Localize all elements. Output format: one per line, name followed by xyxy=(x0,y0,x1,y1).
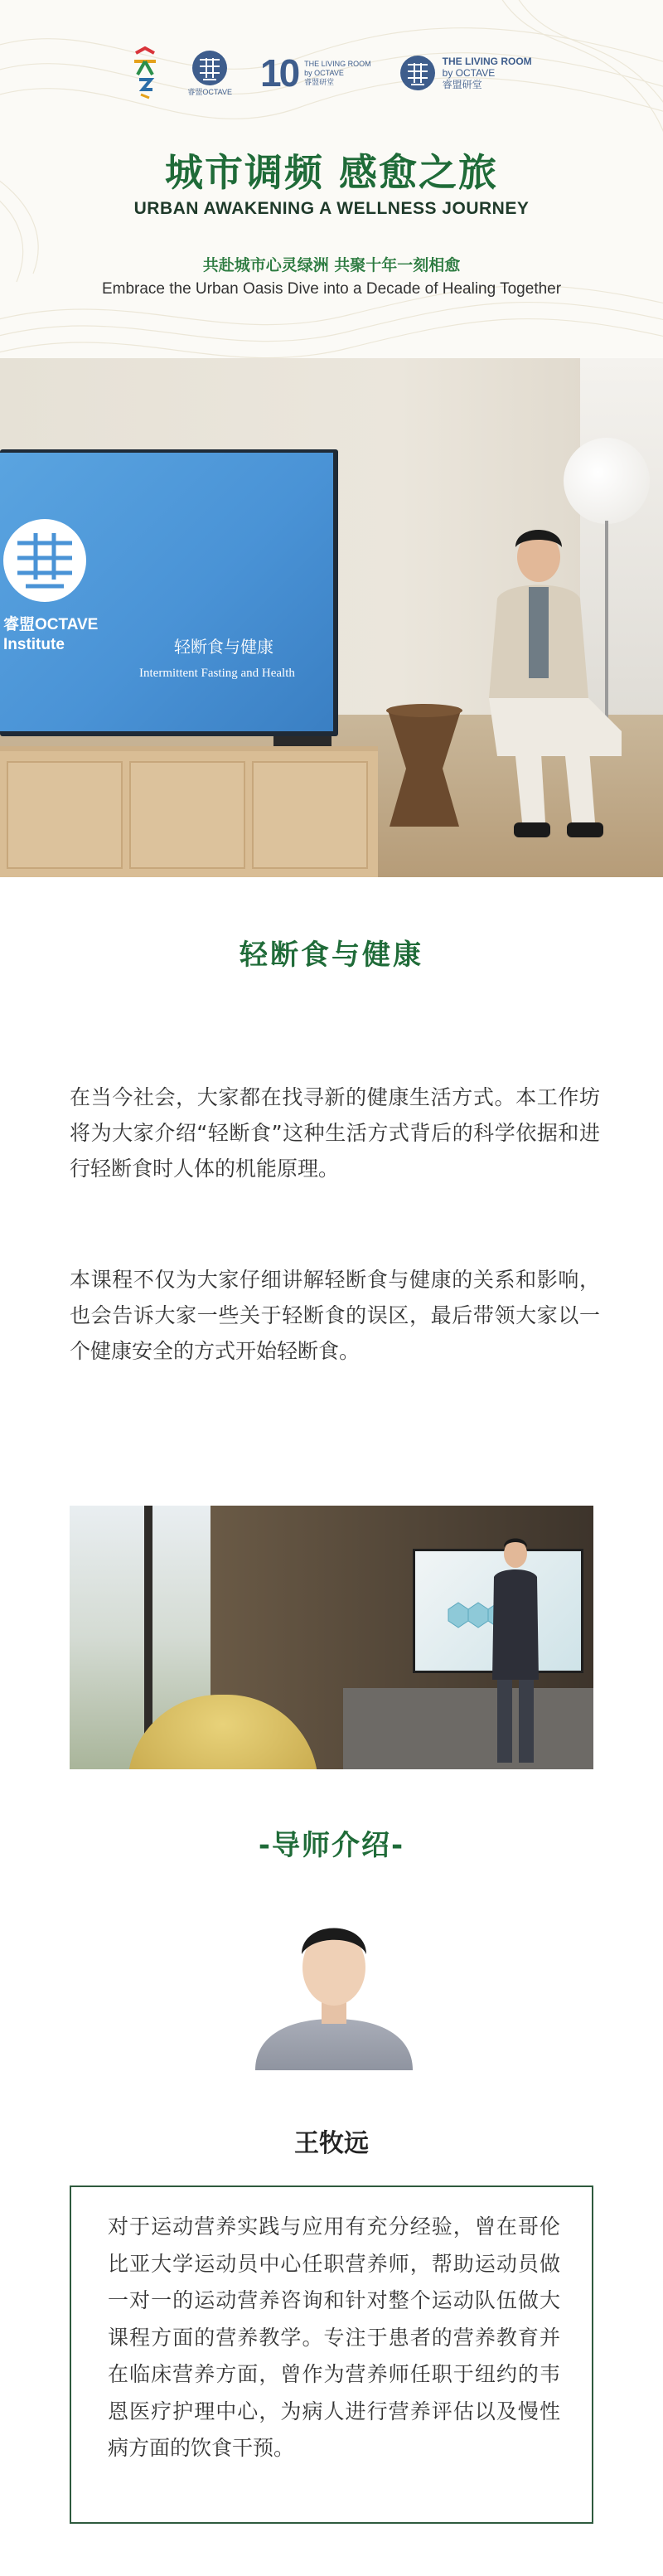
side-table xyxy=(383,702,466,832)
event-title-cn: 城市调频 感愈之旅 xyxy=(164,150,498,195)
tv-screen xyxy=(0,453,333,731)
octave-screen-logo-icon xyxy=(12,528,77,593)
event-title-en: URBAN AWAKENING A WELLNESS JOURNEY xyxy=(133,199,530,218)
mentor-portrait xyxy=(255,1903,413,2070)
octave-screen-logo xyxy=(3,519,86,602)
logo-row xyxy=(0,46,663,99)
workshop-photo-speaker xyxy=(0,358,663,877)
cabinet-door xyxy=(7,761,123,869)
desk xyxy=(343,1688,593,1769)
screen-title-cn: 轻断食与健康 xyxy=(174,637,273,657)
speaker-figure xyxy=(464,507,646,856)
octave-logo xyxy=(187,50,232,97)
wood-cabinet xyxy=(0,746,378,877)
living-room-logo xyxy=(399,55,532,91)
anniversary-10-mark: 10 xyxy=(259,51,298,95)
workshop-title: 轻断食与健康 xyxy=(240,939,423,972)
living-room-logo-line2: by OCTAVE xyxy=(442,67,496,79)
cabinet-door xyxy=(129,761,245,869)
anniversary-10-logo xyxy=(260,51,371,95)
event-subtitle-en: Embrace the Urban Oasis Dive into a Decade of Healing Together xyxy=(101,280,562,298)
screen-brand xyxy=(3,615,98,655)
screen-brand-line2: Institute xyxy=(3,636,65,653)
screen-title-en: Intermittent Fasting and Health xyxy=(139,667,295,680)
mentor-name: 王牧远 xyxy=(294,2129,369,2158)
header-banner xyxy=(0,0,663,358)
living-room-logo-line3: 睿盟研堂 xyxy=(442,79,482,90)
workshop-paragraph-2: 本课程不仅为大家仔细讲解轻断食与健康的关系和影响，也会告诉大家一些关于轻断食的误区，最后带领大家以一个健康安全的方式开始轻断食。 xyxy=(70,1268,600,1363)
anniversary-logo-line1: THE LIVING ROOM xyxy=(304,59,371,68)
mentor-bio: 对于运动营养实践与应用有充分经验，曾在哥伦比亚大学运动员中心任职营养师，帮助运动员做一对一的运动营养咨询和针对整个运动队伍做大课程方面的营养教学。专注于患者的营养教育并在临床营养方面，曾作为营养师任职于纽约的韦恩医疗护理中心，为病人进行营养评估以及慢性病方面的饮食干预。 xyxy=(108,2215,560,2460)
mentor-bio-box xyxy=(70,2185,593,2524)
living-room-mark-icon xyxy=(399,55,436,91)
anniversary-logo-line3: 睿盟研堂 xyxy=(304,77,335,86)
octave-mark-icon xyxy=(191,50,228,86)
octave-logo-text: 睿盟OCTAVE xyxy=(187,87,232,96)
event-emblem-logo xyxy=(131,46,159,99)
screen-brand-line1: 睿盟OCTAVE xyxy=(3,616,99,633)
tv-display xyxy=(0,449,338,736)
event-subtitle-cn: 共赴城市心灵绿洲 共聚十年一刻相愈 xyxy=(202,256,461,274)
presenter-figure xyxy=(484,1531,550,1769)
workshop-paragraph-1: 在当今社会，大家都在找寻新的健康生活方式。本工作坊将为大家介绍“轻断食”这种生活方式背后的科学依据和进行轻断食时人体的机能原理。 xyxy=(70,1085,600,1181)
event-emblem-icon xyxy=(131,46,159,99)
living-room-logo-line1: THE LIVING ROOM xyxy=(442,56,532,67)
mentor-heading: -导师介绍- xyxy=(258,1829,405,1862)
workshop-photo-presentation xyxy=(70,1506,593,1769)
anniversary-logo-line2: by OCTAVE xyxy=(304,68,344,77)
cabinet-door xyxy=(252,761,368,869)
